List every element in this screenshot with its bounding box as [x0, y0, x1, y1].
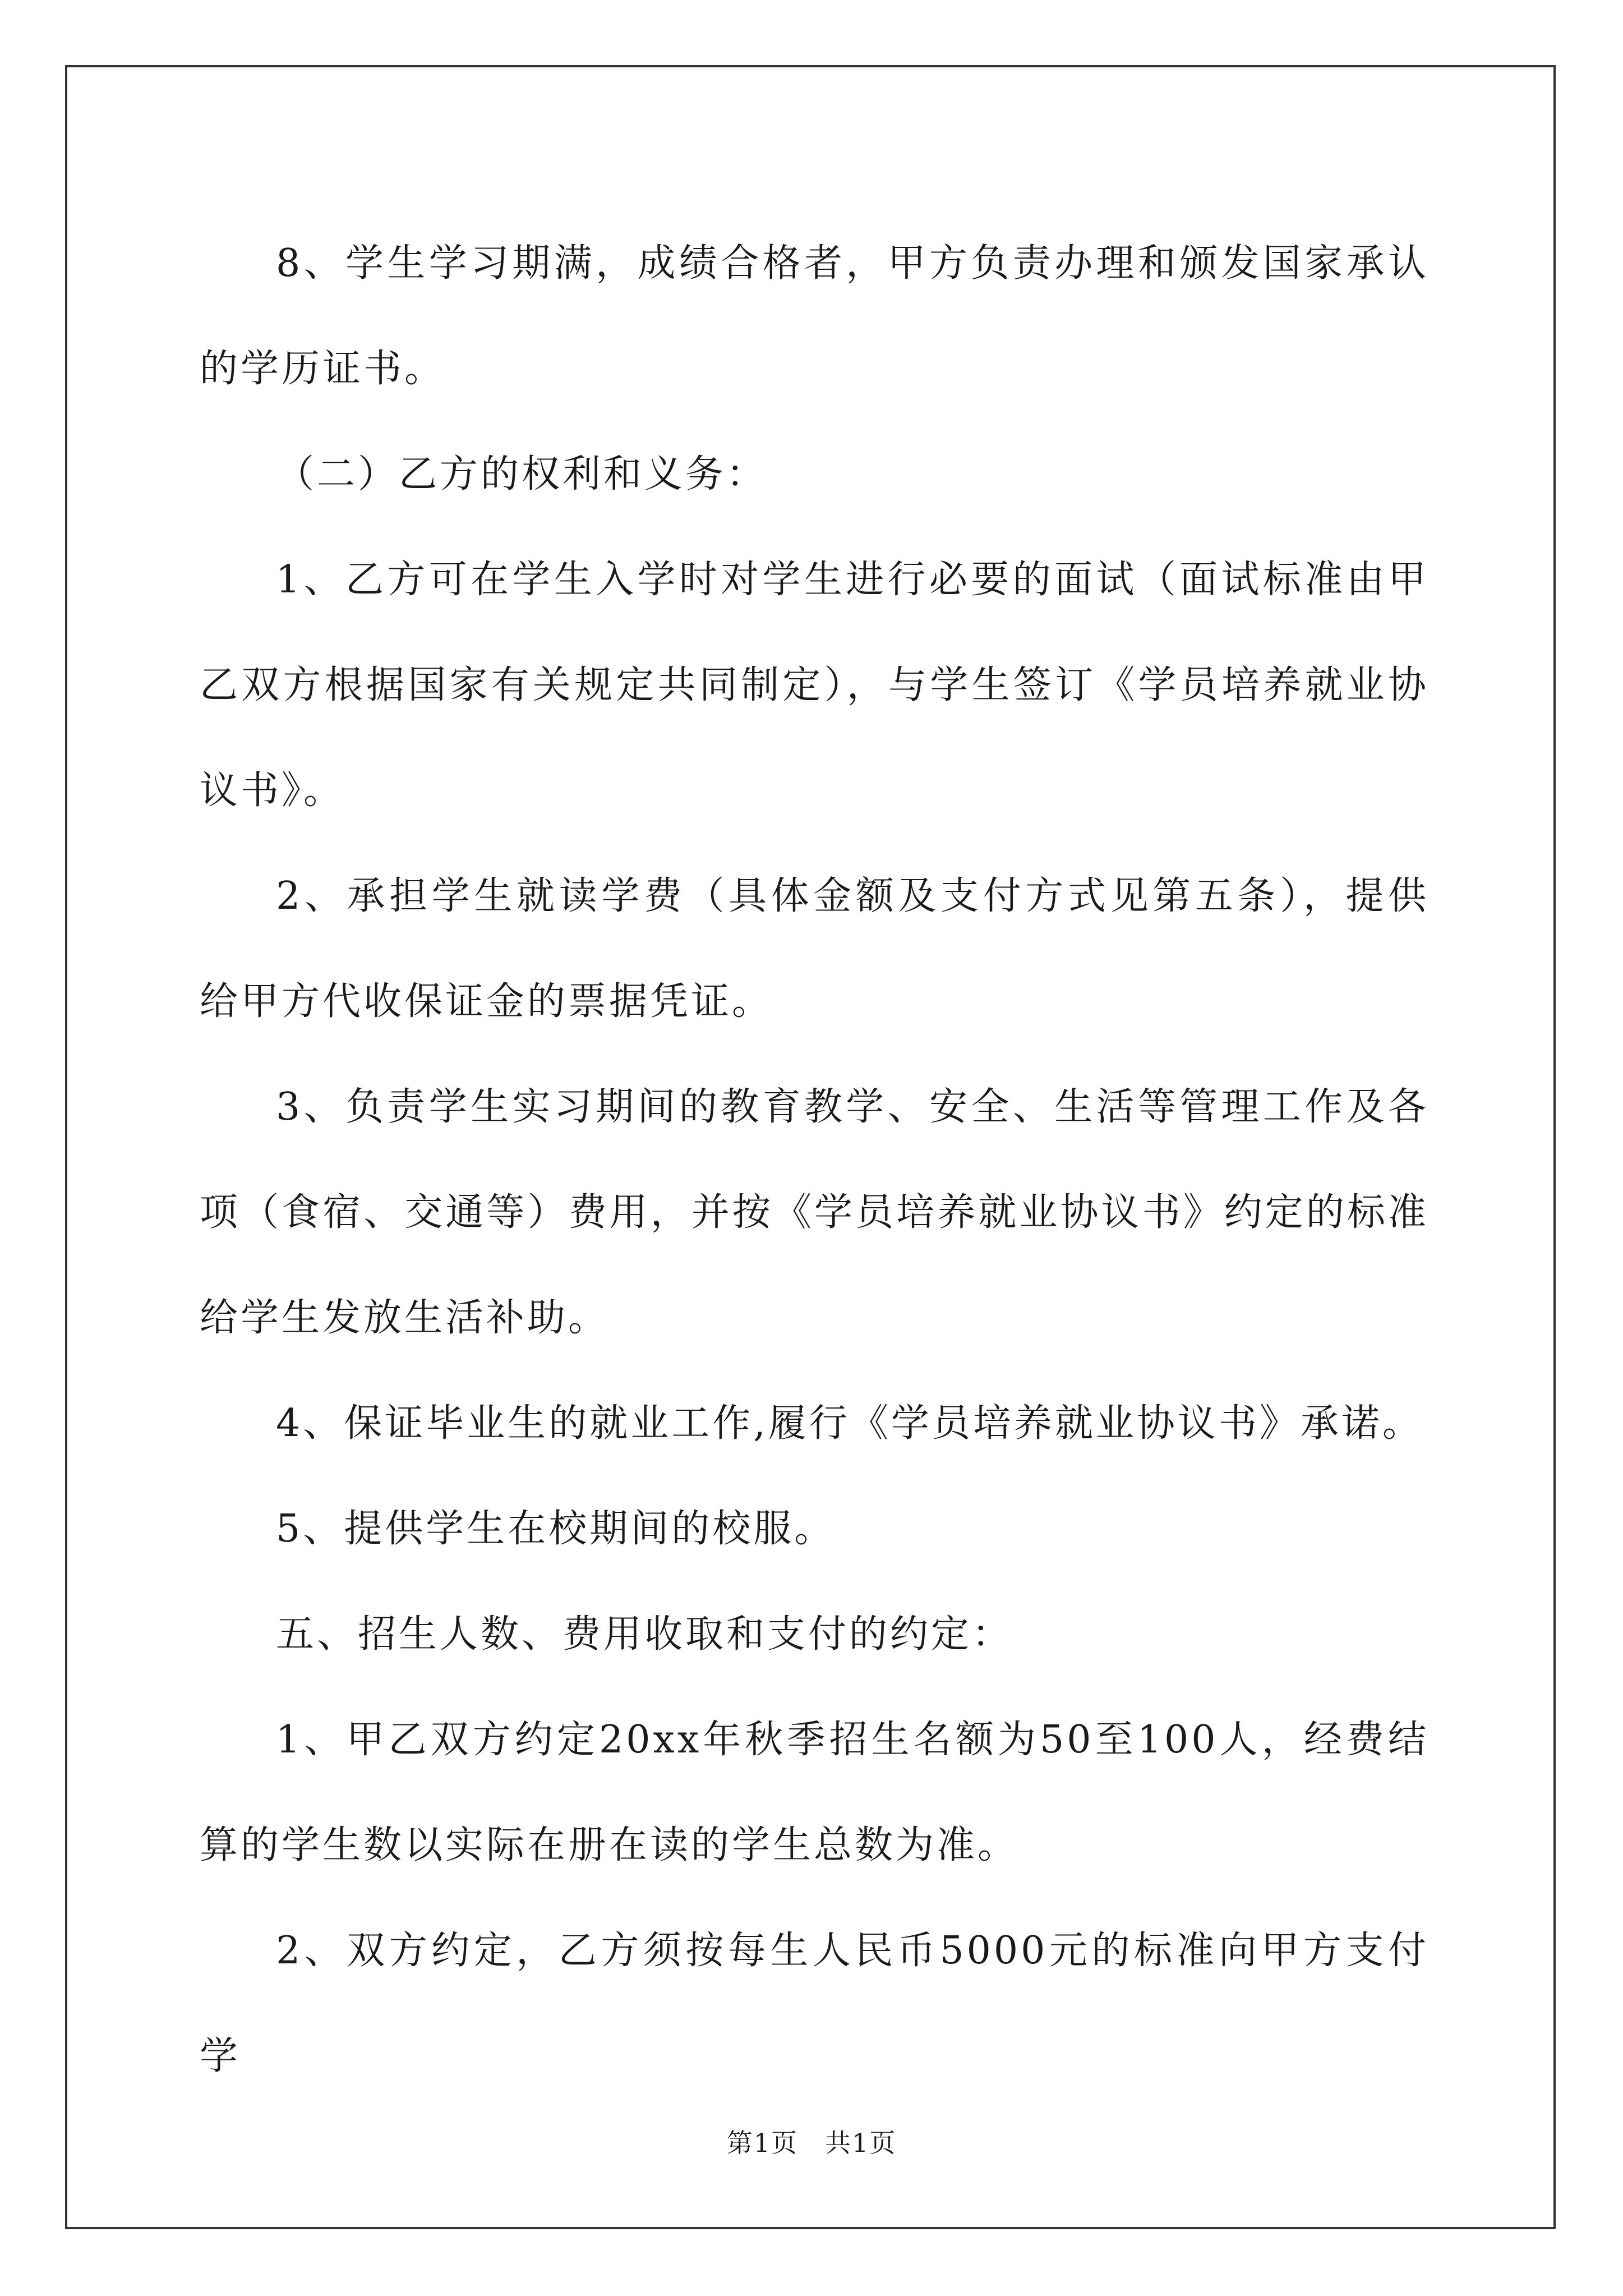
paragraph: 五、招生人数、费用收取和支付的约定： — [276, 1612, 1013, 1657]
paragraph: 5、提供学生在校期间的校服。 — [276, 1507, 836, 1551]
paragraph: （二）乙方的权利和义务： — [276, 452, 768, 496]
paragraph: 8、学生学习期满，成绩合格者，甲方负责办理和颁发国家承认的学历证书。 — [200, 241, 1429, 391]
paragraph: 1、乙方可在学生入学时对学生进行必要的面试（面试标准由甲乙双方根据国家有关规定共同制定），与学生签订《学员培养就业协议书》。 — [200, 558, 1429, 813]
page-number-footer: 第1页 共1页 — [726, 2128, 897, 2158]
paragraph: 2、承担学生就读学费（具体金额及支付方式见第五条），提供给甲方代收保证金的票据凭证。 — [200, 874, 1429, 1024]
paragraph: 3、负责学生实习期间的教育教学、安全、生活等管理工作及各项（食宿、交通等）费用，并按《学员培养就业协议书》约定的标准给学生发放生活补助。 — [200, 1085, 1429, 1340]
paragraph: 2、双方约定，乙方须按每生人民币5000元的标准向甲方支付学 — [200, 1929, 1429, 2078]
document-body — [200, 211, 1429, 2109]
paragraph: 4、保证毕业生的就业工作,履行《学员培养就业协议书》承诺。 — [276, 1401, 1423, 1446]
paragraph: 1、甲乙双方约定20xx年秋季招生名额为50至100人，经费结算的学生数以实际在册在读的学生总数为准。 — [200, 1718, 1429, 1867]
